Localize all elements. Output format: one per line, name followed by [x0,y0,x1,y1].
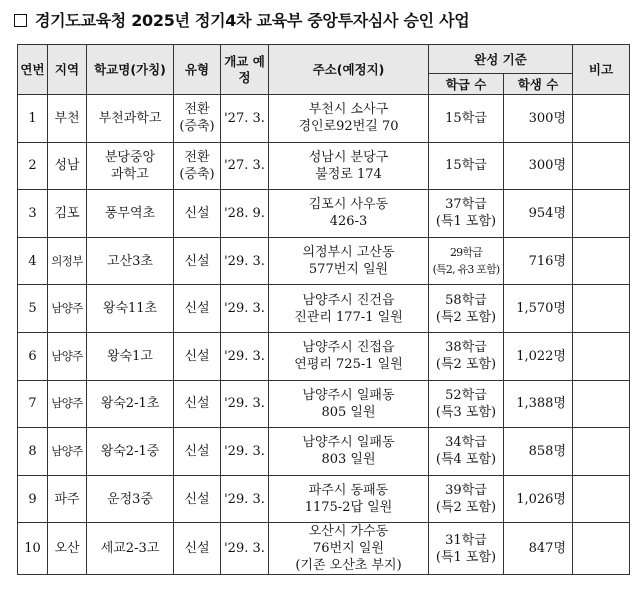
cell-open [221,142,269,190]
cell-students-text: 847명 [528,541,566,557]
cell-type-text: 전환 [184,102,210,118]
cell-note [573,428,630,476]
cell-address-text: 오산시 가수동 [308,524,389,540]
cell-open [221,190,269,238]
cell-type-text: 신설 [184,205,210,221]
cell-classes-text: 15학급 [445,158,487,174]
cell-school [87,523,174,575]
table-row [18,190,630,238]
projects-table [17,44,630,575]
header-note: 비고 [573,45,630,95]
cell-classes-text: 38학급 [445,340,487,356]
cell-classes-text: 52학급 [445,387,487,403]
cell-open [221,332,269,380]
cell-school [87,190,174,238]
cell-open-text: '29. 3. [224,396,265,412]
cell-classes [429,237,504,285]
table-row [18,285,630,333]
cell-type [174,428,221,476]
cell-address [269,475,429,523]
cell-students-text: 1,570명 [516,301,566,317]
cell-type [174,380,221,428]
cell-region [48,475,87,523]
cell-classes [429,523,504,575]
cell-classes-text: 39학급 [445,483,487,499]
header-region: 지역 [48,45,87,95]
cell-school-text: 풍무역초 [104,205,156,221]
cell-region [48,332,87,380]
cell-students [504,332,573,380]
table-body [18,95,630,575]
table-row [18,142,630,190]
cell-school-text: 왕숙2-1초 [100,396,160,412]
cell-type-text: (증축) [179,166,215,182]
cell-no-text: 5 [28,301,37,317]
cell-open-text: '29. 3. [224,443,265,459]
cell-type-text: 전환 [184,149,210,165]
cell-note [573,523,630,575]
cell-students [504,190,573,238]
cell-region-text: 오산 [54,541,80,557]
cell-open-text: '28. 9. [224,205,265,221]
cell-students [504,237,573,285]
cell-students-text: 300명 [528,110,566,126]
cell-classes-text: (특2 포함) [435,500,497,516]
cell-region [48,237,87,285]
cell-no [18,95,48,143]
cell-address [269,95,429,143]
cell-address [269,332,429,380]
cell-region [48,190,87,238]
cell-classes-text: (특2, 유3 포함) [432,263,500,277]
cell-region [48,428,87,476]
cell-type-text: 신설 [184,541,210,557]
cell-note [573,142,630,190]
cell-no [18,475,48,523]
cell-no-text: 2 [28,158,37,174]
cell-students [504,142,573,190]
cell-open-text: '29. 3. [224,541,265,557]
cell-school-text: 왕숙11초 [102,301,158,317]
cell-type-text: 신설 [184,253,210,269]
cell-no-text: 6 [28,348,37,364]
header-school: 학교명(가칭) [87,45,174,95]
header-no: 연번 [18,45,48,95]
cell-classes-text: (특3 포함) [435,404,497,420]
table-row [18,428,630,476]
cell-region-text: 김포 [54,205,80,221]
cell-address-text: 경인로92번길 70 [298,119,399,135]
cell-type [174,190,221,238]
cell-classes-text: 34학급 [445,435,487,451]
cell-students [504,428,573,476]
cell-open-text: '29. 3. [224,253,265,269]
cell-open [221,380,269,428]
header-open [221,45,269,95]
cell-open [221,95,269,143]
cell-school-text: 분당중앙 [104,149,156,165]
cell-address-text: 파주시 동패동 [308,483,389,499]
cell-students-text: 716명 [528,253,566,269]
cell-note [573,332,630,380]
cell-classes [429,380,504,428]
cell-school [87,475,174,523]
cell-school [87,95,174,143]
cell-students-text: 954명 [528,205,566,221]
cell-no [18,332,48,380]
cell-classes-text: 58학급 [445,292,487,308]
cell-type [174,95,221,143]
cell-open-text: '29. 3. [224,348,265,364]
cell-school-text: 과학고 [111,166,149,182]
cell-address-text: 805 일원 [321,404,376,420]
cell-classes [429,142,504,190]
cell-no [18,380,48,428]
cell-address-text: 불정로 174 [315,166,382,182]
cell-address [269,523,429,575]
cell-note [573,380,630,428]
cell-no [18,142,48,190]
cell-school-text: 고산3초 [107,253,153,269]
cell-region [48,95,87,143]
cell-open [221,428,269,476]
cell-region-text: 남양주 [51,396,83,411]
cell-address [269,142,429,190]
cell-region-text: 부천 [54,110,80,126]
table-row [18,475,630,523]
cell-no-text: 7 [28,396,37,412]
cell-school-text: 왕숙1고 [107,348,153,364]
cell-type [174,475,221,523]
cell-address [269,428,429,476]
cell-students [504,285,573,333]
cell-address-text: 1175-2답 일원 [304,500,393,516]
cell-type [174,523,221,575]
cell-address-text: 남양주시 일패동 [302,387,395,403]
cell-type [174,237,221,285]
cell-address-text: 803 일원 [321,452,376,468]
cell-note [573,285,630,333]
cell-address-text: (기존 오산초 부지) [295,558,402,574]
cell-classes [429,190,504,238]
cell-type-text: 신설 [184,491,210,507]
cell-region [48,142,87,190]
cell-type [174,332,221,380]
checkbox-square-icon [14,14,27,27]
cell-no-text: 1 [28,110,37,126]
table-row [18,380,630,428]
cell-no-text: 3 [28,205,37,221]
cell-region [48,285,87,333]
cell-school [87,332,174,380]
header-address: 주소(예정지) [269,45,429,95]
cell-note [573,237,630,285]
cell-students [504,95,573,143]
cell-no [18,523,48,575]
cell-school-text: 부천과학고 [98,110,162,126]
page-title [14,8,469,31]
cell-school [87,428,174,476]
cell-region-text: 성남 [54,158,80,174]
cell-open [221,523,269,575]
cell-no-text: 10 [24,541,41,557]
cell-classes [429,95,504,143]
cell-classes-text: (특2 포함) [435,309,497,325]
cell-classes [429,332,504,380]
cell-open [221,475,269,523]
cell-classes [429,428,504,476]
cell-students-text: 300명 [528,158,566,174]
cell-students-text: 1,388명 [516,396,566,412]
cell-type-text: (증축) [179,119,215,135]
cell-classes-text: (특4 포함) [435,452,497,468]
cell-type [174,285,221,333]
cell-region-text: 파주 [54,491,80,507]
cell-no-text: 8 [28,443,37,459]
table-row [18,332,630,380]
cell-school [87,380,174,428]
cell-classes-text: 29학급 [449,246,483,260]
cell-address-text: 진관리 177-1 일원 [294,309,403,325]
cell-address-text: 남양주시 일패동 [302,435,395,451]
cell-region [48,523,87,575]
table-row [18,237,630,285]
cell-address-text: 연평리 725-1 일원 [294,357,403,373]
cell-classes [429,475,504,523]
cell-school-text: 운정3중 [107,491,153,507]
cell-classes [429,285,504,333]
cell-classes-text: 15학급 [445,110,487,126]
cell-classes-text: 31학급 [445,532,487,548]
cell-students [504,380,573,428]
cell-address-text: 남양주시 진접읍 [302,340,395,356]
cell-address-text: 577번지 일원 [308,262,389,278]
cell-address [269,380,429,428]
cell-address-text: 76번지 일원 [313,541,384,557]
header-open-text: 개교 예정 [224,53,265,85]
cell-address [269,237,429,285]
cell-address-text: 남양주시 진건읍 [302,292,395,308]
header-classes: 학급 수 [429,74,504,95]
cell-address-text: 426-3 [329,214,368,230]
cell-address-text: 성남시 분당구 [308,149,389,165]
cell-region-text: 남양주 [51,301,83,316]
cell-no-text: 9 [28,491,37,507]
cell-school-text: 세교2-3고 [100,541,160,557]
table-row [18,523,630,575]
cell-classes-text: (특2 포함) [435,357,497,373]
cell-school [87,237,174,285]
cell-no [18,190,48,238]
cell-region-text: 의정부 [51,253,83,268]
cell-region-text: 남양주 [51,348,83,363]
header-completion: 완성 기준 [429,45,573,74]
cell-note [573,475,630,523]
cell-students-text: 1,022명 [516,348,566,364]
cell-note [573,190,630,238]
cell-school [87,142,174,190]
title-text: 경기도교육청 2025년 정기4차 교육부 중앙투자심사 승인 사업 [35,11,470,30]
cell-open [221,237,269,285]
cell-school [87,285,174,333]
cell-no [18,237,48,285]
cell-students [504,523,573,575]
cell-no-text: 4 [28,253,37,269]
cell-type-text: 신설 [184,348,210,364]
cell-no [18,285,48,333]
cell-address [269,285,429,333]
cell-classes-text: 37학급 [445,197,487,213]
cell-classes-text: (특1 포함) [435,549,497,565]
cell-address-text: 김포시 사우동 [308,197,389,213]
cell-region [48,380,87,428]
cell-open-text: '29. 3. [224,301,265,317]
cell-school-text: 왕숙2-1중 [100,443,160,459]
cell-classes-text: (특1 포함) [435,214,497,230]
cell-open-text: '29. 3. [224,491,265,507]
cell-open-text: '27. 3. [224,158,265,174]
cell-type-text: 신설 [184,443,210,459]
cell-note [573,95,630,143]
cell-address [269,190,429,238]
cell-students [504,475,573,523]
cell-address-text: 의정부시 고산동 [302,245,395,261]
cell-type-text: 신설 [184,301,210,317]
cell-type-text: 신설 [184,396,210,412]
cell-region-text: 남양주 [51,443,83,458]
cell-address-text: 부천시 소사구 [308,102,389,118]
header-type: 유형 [174,45,221,95]
cell-open [221,285,269,333]
cell-no [18,428,48,476]
cell-students-text: 858명 [528,443,566,459]
cell-students-text: 1,026명 [516,491,566,507]
table-row [18,95,630,143]
header-students: 학생 수 [504,74,573,95]
cell-open-text: '27. 3. [224,110,265,126]
cell-type [174,142,221,190]
